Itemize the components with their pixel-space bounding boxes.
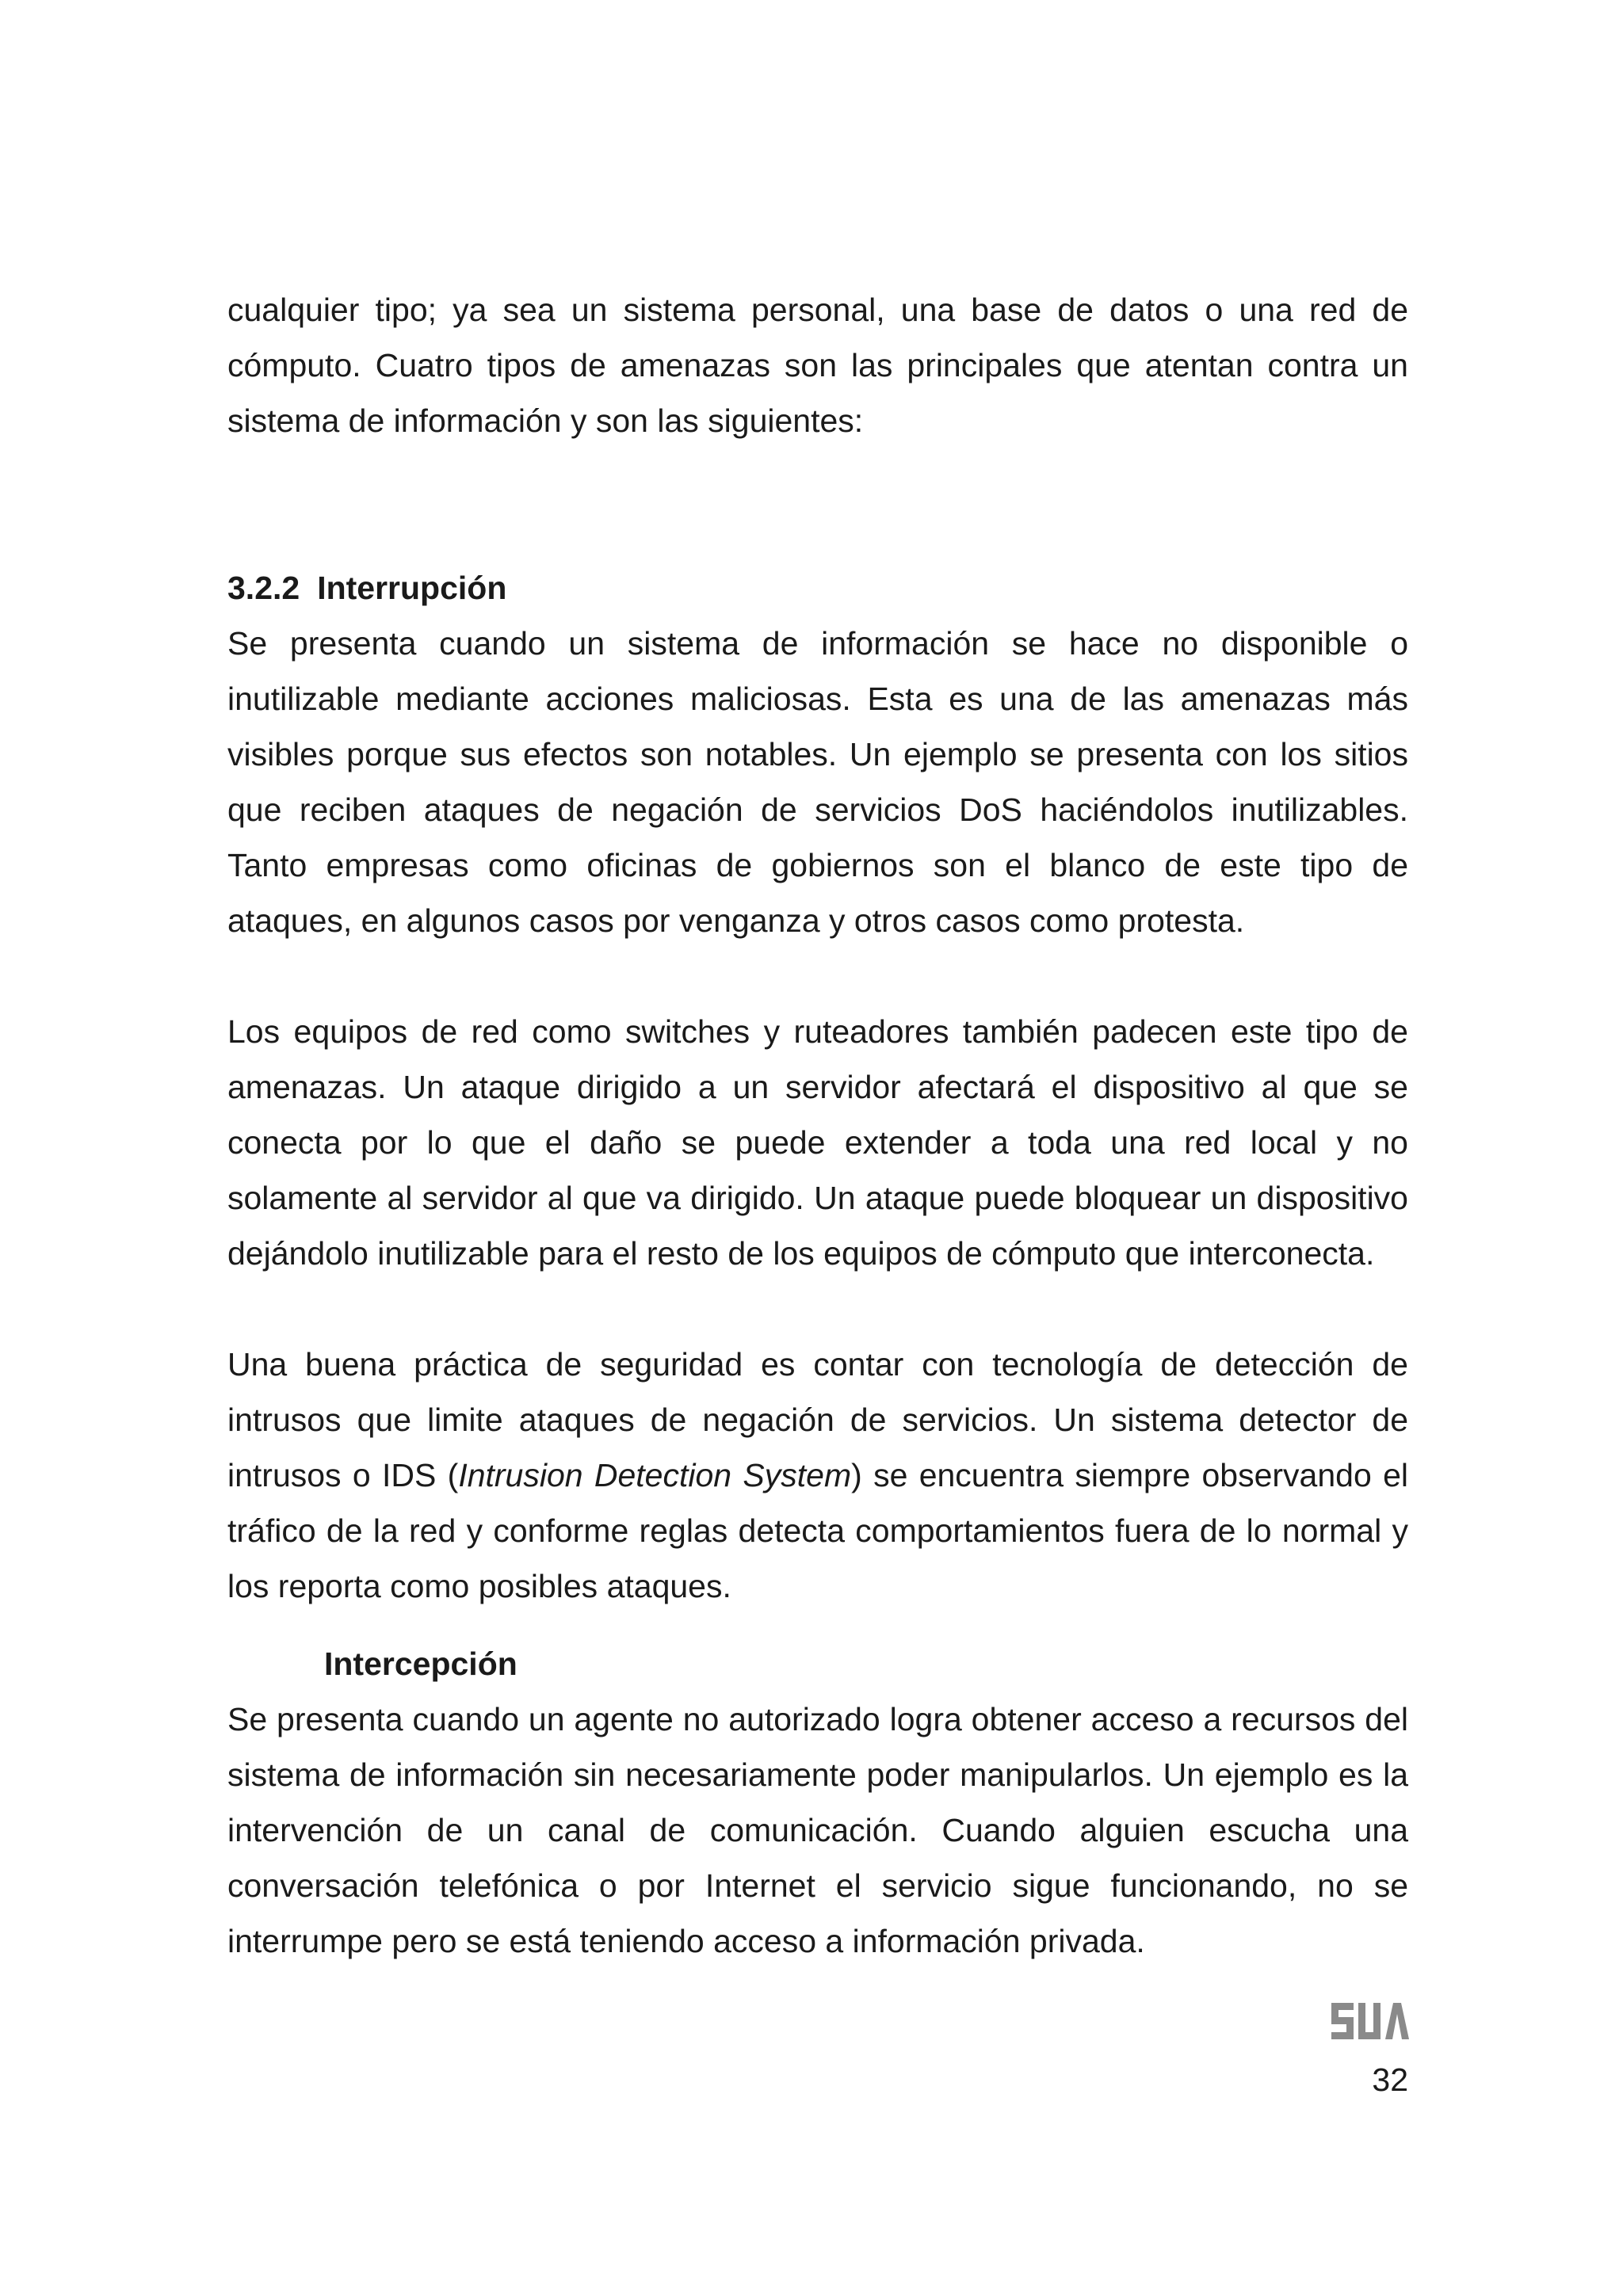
section-heading-intercepcion: Intercepción — [324, 1646, 517, 1682]
interrupcion-paragraph-3 — [227, 1337, 1408, 1614]
paragraph-text: ) se encuentra siempre observando el tráfico de la red y conforme reglas detecta comportamientos fuera de lo normal y los reporta como posibles ataques. — [227, 1457, 1408, 1604]
page-number: 32 — [1372, 2061, 1408, 2098]
section-heading-interrupcion — [227, 560, 1408, 616]
italic-term: Intrusion Detection System — [458, 1457, 852, 1493]
intercepcion-paragraph-1: Se presenta cuando un agente no autorizado logra obtener acceso a recursos del sistema de información sin necesariamente poder manipularlos. Un ejemplo es la intervención de un canal de comunicación. Cuando alguien escucha una conversación telefónica o por Internet el servicio sigue funcionando, no se interrumpe pero se está teniendo acceso a información privada. — [227, 1701, 1408, 1959]
interrupcion-paragraph-1: Se presenta cuando un sistema de información se hace no disponible o inutilizable mediante acciones maliciosas. Esta es una de las amenazas más visibles porque sus efectos son notables. Un ejemplo se presenta con los sitios que reciben ataques de negación de servicios DoS haciéndolos inutilizables. Tanto empresas como oficinas de gobiernos son el blanco de este tipo de ataques, en algunos casos por venganza y otros casos como protesta. — [227, 625, 1408, 939]
spacer — [227, 1614, 1408, 1636]
spacer — [227, 948, 1408, 1004]
spacer — [227, 1281, 1408, 1337]
section-title: Interrupción — [317, 570, 507, 606]
paragraph-text: Una buena práctica de seguridad es contar con tecnología de detección de intrusos que limite ataques de negación de servicios. Un sistema detector de intrusos o IDS ( — [227, 1346, 1408, 1493]
interrupcion-paragraph-2: Los equipos de red como switches y ruteadores también padecen este tipo de amenazas. Un ataque dirigido a un servidor afectará el dispositivo al que se conecta por lo que el daño se puede extender a toda una red local y no solamente al servidor al que va dirigido. Un ataque puede bloquear un dispositivo dejándolo inutilizable para el resto de los equipos de cómputo que interconecta. — [227, 1013, 1408, 1272]
page-content — [227, 282, 1408, 1969]
section-number: 3.2.2 — [227, 570, 300, 606]
spacer — [227, 448, 1408, 560]
sua-logo-icon — [1331, 2003, 1409, 2039]
intro-paragraph: cualquier tipo; ya sea un sistema personal, una base de datos o una red de cómputo. Cuatro tipos de amenazas son las principales que atentan contra un sistema de información y son las siguientes: — [227, 292, 1408, 439]
